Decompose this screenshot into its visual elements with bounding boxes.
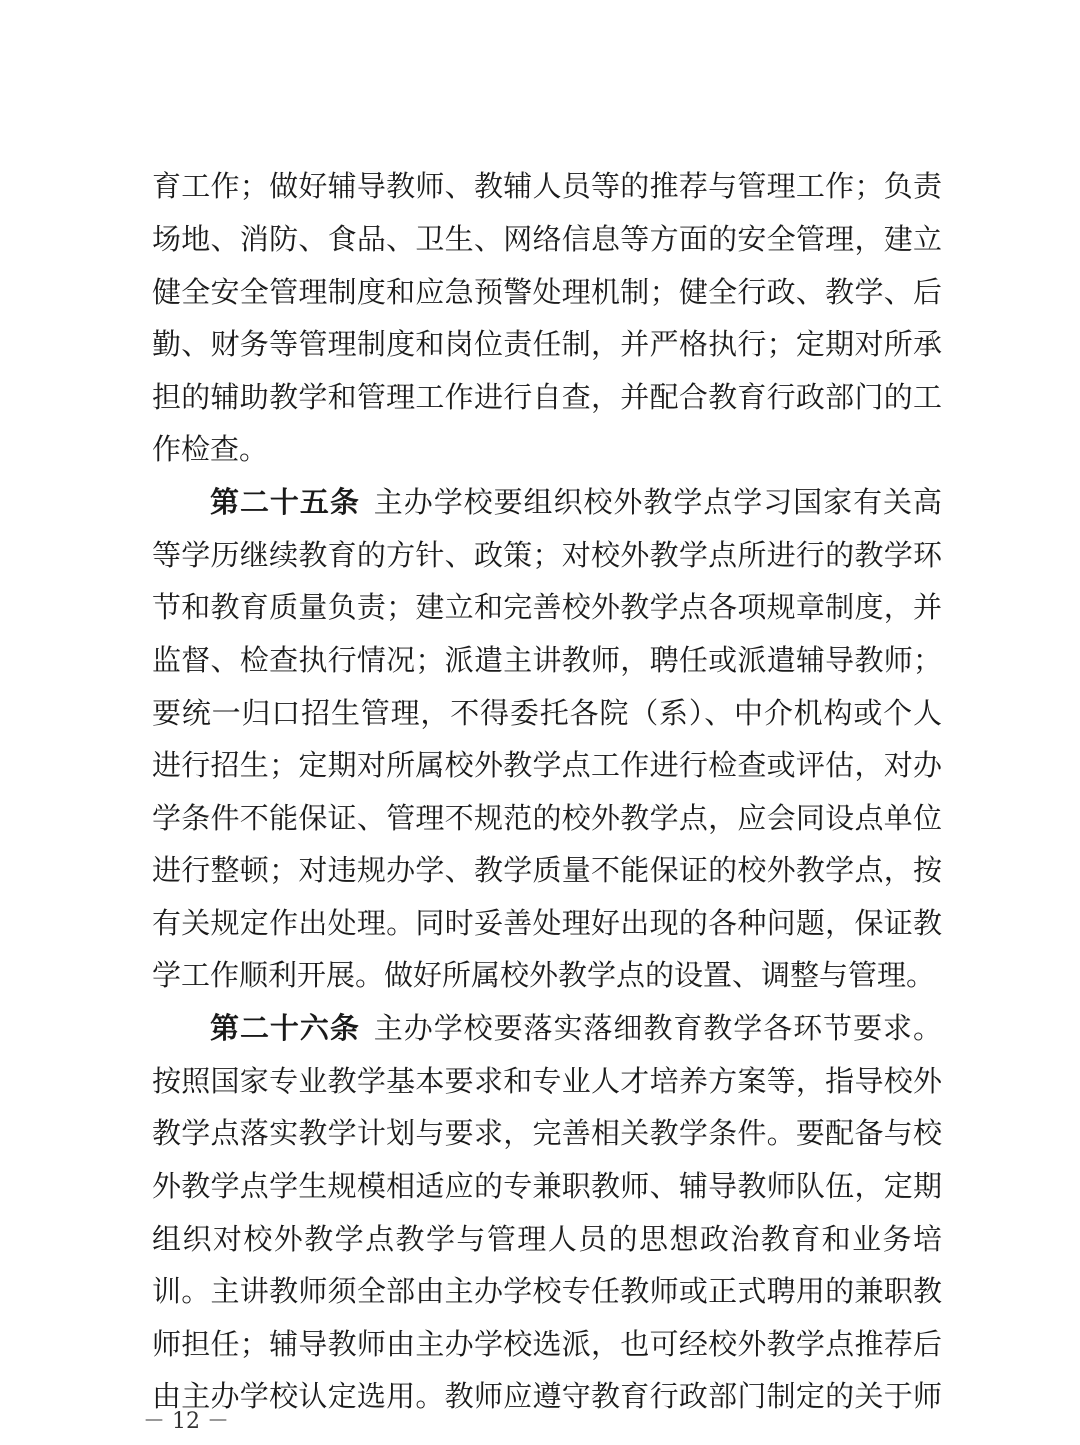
text-line: 由主办学校认定选用。教师应遵守教育行政部门制定的关于师	[152, 1379, 942, 1413]
text-line: 勤、财务等管理制度和岗位责任制，并严格执行；定期对所承	[152, 327, 942, 361]
text-line: 学工作顺利开展。做好所属校外教学点的设置、调整与管理。	[152, 958, 936, 992]
article-first-line	[210, 1000, 942, 1056]
text-line: 学条件不能保证、管理不规范的校外教学点，应会同设点单位	[152, 801, 942, 835]
article-first-line	[210, 474, 942, 530]
text-line: 进行招生；定期对所属校外教学点工作进行检查或评估，对办	[152, 748, 942, 782]
article-title: 第二十五条	[210, 485, 360, 519]
text-span: 主办学校要落实落细教育教学各环节要求。	[373, 1011, 942, 1045]
text-line: 等学历继续教育的方针、政策；对校外教学点所进行的教学环	[152, 538, 942, 572]
text-line: 按照国家专业教学基本要求和专业人才培养方案等，指导校外	[152, 1064, 942, 1098]
text-line: 师担任；辅导教师由主办学校选派，也可经校外教学点推荐后	[152, 1327, 942, 1361]
text-line: 场地、消防、食品、卫生、网络信息等方面的安全管理，建立	[152, 222, 942, 256]
text-line: 有关规定作出处理。同时妥善处理好出现的各种问题，保证教	[152, 906, 942, 940]
text-span: 主办学校要组织校外教学点学习国家有关高	[373, 485, 942, 519]
text-line: 外教学点学生规模相适应的专兼职教师、辅导教师队伍，定期	[152, 1169, 942, 1203]
text-line: 育工作；做好辅导教师、教辅人员等的推荐与管理工作；负责	[152, 169, 942, 203]
text-line: 担的辅助教学和管理工作进行自查，并配合教育行政部门的工	[152, 380, 942, 414]
page-number: － 12 －	[143, 1409, 229, 1434]
text-line: 监督、检查执行情况；派遣主讲教师，聘任或派遣辅导教师；	[152, 643, 942, 677]
text-line: 要统一归口招生管理，不得委托各院（系）、中介机构或个人	[152, 696, 942, 730]
text-line: 训。主讲教师须全部由主办学校专任教师或正式聘用的兼职教	[152, 1274, 942, 1308]
text-line: 健全安全管理制度和应急预警处理机制；健全行政、教学、后	[152, 275, 942, 309]
text-line: 节和教育质量负责；建立和完善校外教学点各项规章制度，并	[152, 590, 942, 624]
text-line: 作检查。	[152, 432, 269, 466]
text-line: 进行整顿；对违规办学、教学质量不能保证的校外教学点，按	[152, 853, 942, 887]
article-title: 第二十六条	[210, 1011, 360, 1045]
text-line: 教学点落实教学计划与要求，完善相关教学条件。要配备与校	[152, 1116, 942, 1150]
text-line: 组织对校外教学点教学与管理人员的思想政治教育和业务培	[152, 1222, 942, 1256]
